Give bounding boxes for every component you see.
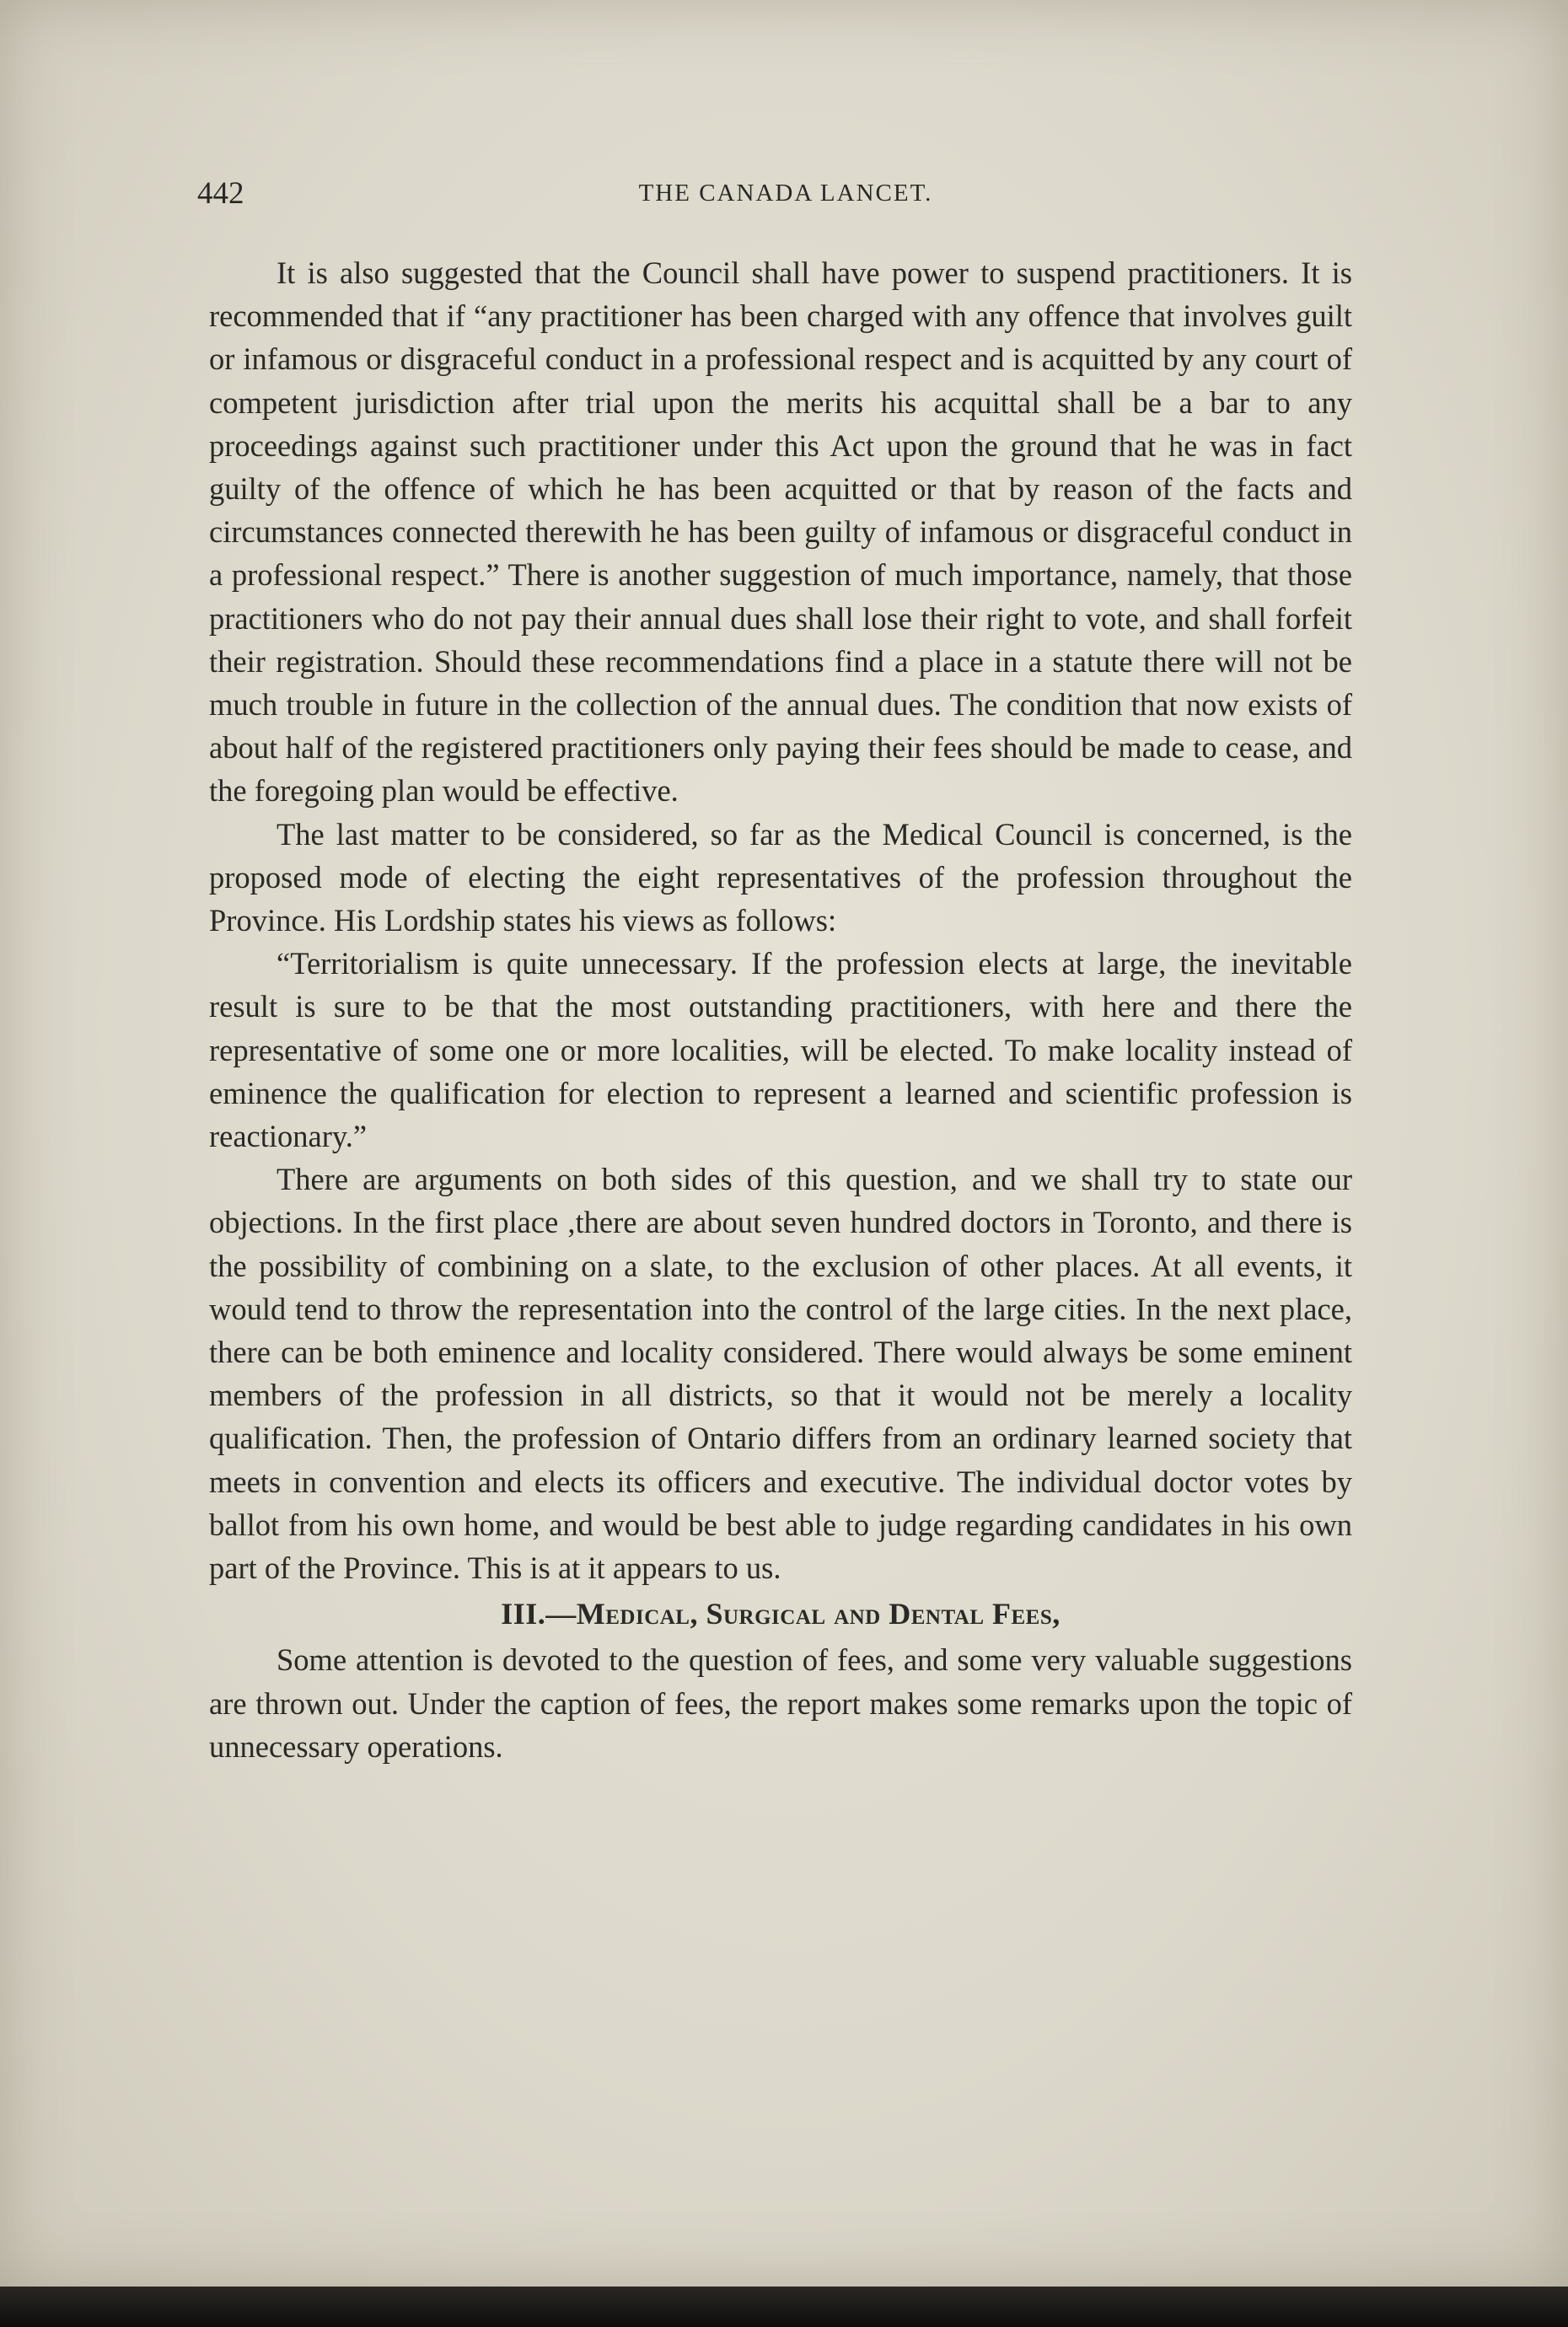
journal-title: THE CANADA LANCET. [638,180,933,207]
paragraph-quotation-territorialism: “Territorialism is quite unnecessary. If the profession elects at large, the inevitable result is sure to be that the most outstanding practitioners, with here and there the representative of some one or more localities, will be elected. To make locality instead of eminence the qualification for election to represent a learned and scientific profession is reactionary.” [209,946,1352,1154]
article-body [209,251,1352,1768]
paragraph-council-powers: It is also suggested that the Council shall have power to suspend practitioners. It is recommended that if “any practitioner has been charged with any offence that involves guilt or infamous or disgraceful conduct in a professional respect and is acquitted by any court of competent jurisdiction after trial upon the merits his acquittal shall be a bar to any proceedings against such practitioner under this Act upon the ground that he was in fact guilty of the offence of which he has been acquitted or that by reason of the facts and circumstances connected therewith he has been guilty of infamous or disgraceful conduct in a professional respect.” There is another suggestion of much importance, namely, that those practitioners who do not pay their annual dues shall lose their right to vote, and shall forfeit their registration. Should these recommendations find a place in a statute there will not be much trouble in future in the collection of the annual dues. The condition that now exists of about half of the registered practitioners only paying their fees should be made to cease, and the foregoing plan would be effective. [209,255,1352,809]
paragraph-election-mode: The last matter to be considered, so far as the Medical Council is concerned, is the proposed mode of electing the eight representatives of the profession throughout the Province. His Lordship states his views as follows: [209,816,1352,938]
page-number: 442 [197,176,244,211]
paragraph-fees: Some attention is devoted to the question of fees, and some very valuable suggestions are thrown out. Under the caption of fees, the report makes some remarks upon the topic of unnecessary operations. [209,1642,1352,1764]
section-heading: III.—Medical, Surgical and Dental Fees, [501,1597,1061,1631]
running-head [197,175,1374,218]
scan-bottom-edge [0,2287,1568,2327]
paragraph-objections: There are arguments on both sides of this question, and we shall try to state our objections. In the first place ,there are about seven hundred doctors in Toronto, and there is the possibility of combining on a slate, to the exclusion of other places. At all events, it would tend to throw the representation into the control of the large cities. In the next place, there can be both eminence and locality considered. There would always be some eminent members of the profession in all districts, so that it would not be merely a locality qualification. Then, the profession of Ontario differs from an ordinary learned society that meets in convention and elects its officers and executive. The individual doctor votes by ballot from his own home, and would be best able to judge regarding candidates in his own part of the Province. This is at it appears to us. [209,1162,1352,1586]
